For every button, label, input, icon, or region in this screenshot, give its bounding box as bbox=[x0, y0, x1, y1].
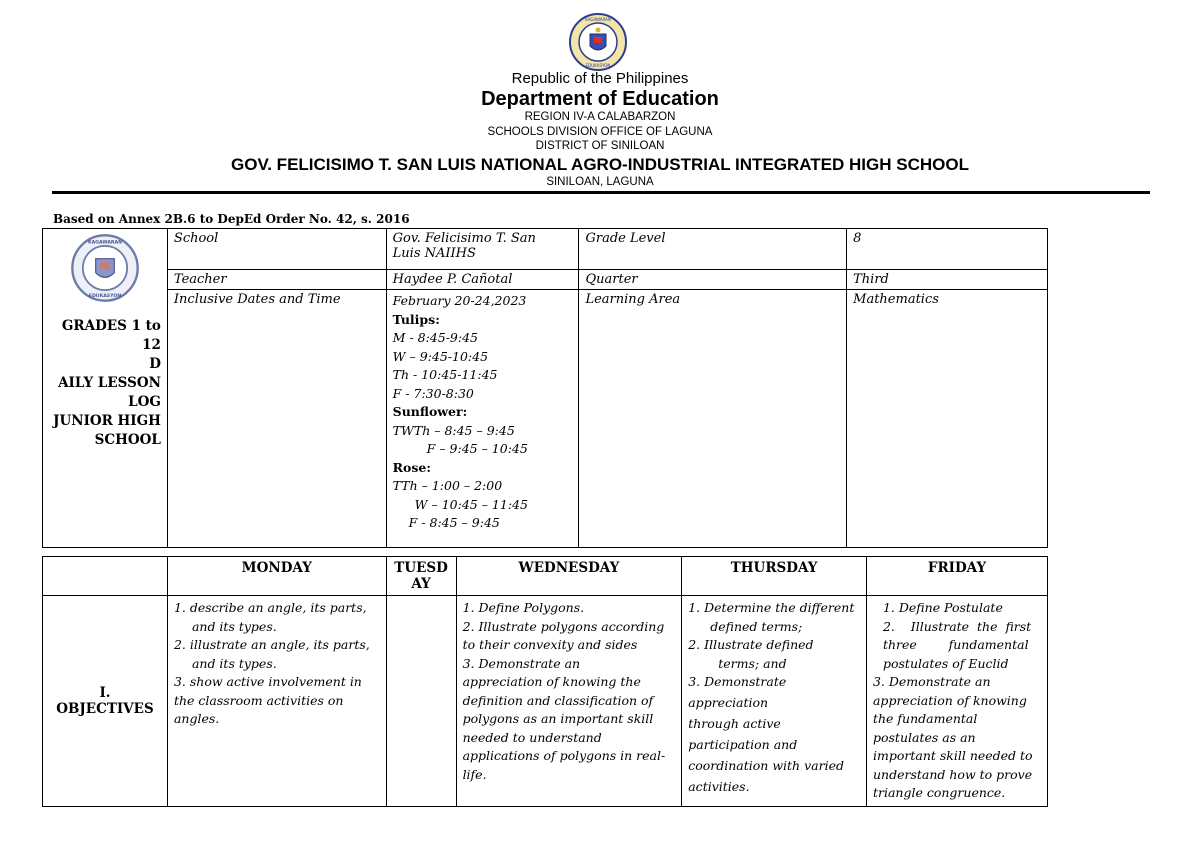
side-title-line: 12 bbox=[142, 337, 161, 353]
header-divider bbox=[52, 191, 1150, 194]
objective-line: to their convexity and sides bbox=[462, 637, 638, 652]
sunflower-time: TWTh – 8:45 – 9:45 bbox=[392, 422, 515, 438]
objective-line: postulates as an bbox=[872, 729, 976, 745]
school-value-line: Luis NAIIHS bbox=[392, 246, 476, 261]
monday-objectives bbox=[167, 596, 386, 807]
grade-title-cell bbox=[43, 229, 168, 548]
tulips-label: Tulips: bbox=[392, 311, 440, 327]
day-header-monday: MONDAY bbox=[167, 557, 386, 596]
objective-line: terms; and bbox=[718, 655, 787, 671]
objective-line: coordination with varied bbox=[688, 757, 844, 773]
learning-area-value: Mathematics bbox=[847, 290, 1048, 548]
rose-label: Rose: bbox=[392, 459, 432, 475]
teacher-value: Haydee P. Cañotal bbox=[386, 270, 579, 290]
objective-line: 2. Illustrate polygons according bbox=[462, 618, 665, 634]
tuesday-objectives bbox=[386, 596, 456, 807]
objective-line: appreciation bbox=[688, 694, 769, 710]
school-value bbox=[386, 229, 579, 270]
objective-line: important skill needed to bbox=[872, 748, 1033, 763]
annex-note: Based on Annex 2B.6 to DepEd Order No. 42, s. 2016 bbox=[53, 212, 410, 226]
dates-time-cell bbox=[386, 290, 579, 548]
objective-line: defined terms; bbox=[710, 618, 803, 634]
rose-time: F - 8:45 – 9:45 bbox=[408, 515, 500, 530]
objective-line: triangle congruence. bbox=[872, 785, 1006, 800]
school-value-line: Gov. Felicisimo T. San bbox=[392, 231, 536, 246]
objective-line: 2. Illustrate the first bbox=[882, 618, 1032, 634]
objective-line: polygons as an important skill bbox=[462, 711, 654, 726]
objective-line: 3. Demonstrate an bbox=[462, 655, 581, 671]
side-title-line: LOG bbox=[128, 394, 161, 410]
objective-line: through active bbox=[688, 715, 781, 731]
tulips-time: Th - 10:45-11:45 bbox=[392, 367, 498, 382]
objective-line: applications of polygons in real- bbox=[462, 748, 666, 763]
objective-line: participation and bbox=[688, 736, 798, 752]
objective-line: 3. Demonstrate an bbox=[872, 674, 991, 689]
header-location: SINILOAN, LAGUNA bbox=[546, 176, 654, 188]
header-region: REGION IV-A CALABARZON bbox=[524, 111, 676, 123]
svg-text:EDUKASYON: EDUKASYON bbox=[585, 63, 611, 68]
day-header-thursday: THURSDAY bbox=[682, 557, 867, 596]
objective-line: activities. bbox=[688, 778, 750, 794]
side-title-line: D bbox=[149, 356, 161, 372]
svg-text:KAGAWARAN: KAGAWARAN bbox=[585, 17, 611, 22]
objective-line: 3. Demonstrate bbox=[688, 674, 787, 689]
svg-text:KAGAWARAN: KAGAWARAN bbox=[87, 240, 122, 246]
header-division: SCHOOLS DIVISION OFFICE OF LAGUNA bbox=[487, 126, 713, 138]
day-header-friday: FRIDAY bbox=[866, 557, 1047, 596]
objective-line: 1. Determine the different bbox=[688, 600, 855, 615]
objectives-label: I. OBJECTIVES bbox=[43, 596, 168, 807]
header-department: Department of Education bbox=[481, 88, 719, 110]
grade-level-label: Grade Level bbox=[579, 229, 847, 270]
header-school-name: GOV. FELICISIMO T. SAN LUIS NATIONAL AGRO-INDUSTRIAL INTEGRATED HIGH SCHOOL bbox=[231, 155, 969, 174]
weekly-plan-table bbox=[42, 556, 1048, 807]
objective-line: angles. bbox=[173, 711, 220, 726]
objective-line: life. bbox=[462, 766, 487, 782]
side-title-line: SCHOOL bbox=[94, 432, 161, 448]
objective-line: postulates of Euclid bbox=[882, 655, 1009, 671]
objective-line: 3. show active involvement in bbox=[173, 674, 362, 689]
rose-time: TTh – 1:00 – 2:00 bbox=[392, 478, 503, 493]
side-title-line: GRADES 1 to bbox=[61, 318, 161, 334]
objective-line: 1. Define Postulate bbox=[882, 600, 1003, 615]
quarter-value: Third bbox=[847, 270, 1048, 290]
blank-header-cell bbox=[43, 557, 168, 596]
grade-level-value: 8 bbox=[847, 229, 1048, 270]
school-label: School bbox=[167, 229, 386, 270]
objective-line: 1. describe an angle, its parts, bbox=[173, 600, 367, 615]
dates-value: February 20-24,2023 bbox=[392, 293, 527, 308]
sunflower-label: Sunflower: bbox=[392, 404, 468, 419]
objective-line: and its types. bbox=[191, 618, 277, 634]
header-republic: Republic of the Philippines bbox=[511, 70, 689, 87]
side-title-line: AILY LESSON bbox=[58, 375, 161, 391]
tulips-time: W – 9:45-10:45 bbox=[392, 348, 489, 364]
day-header-wednesday: WEDNESDAY bbox=[456, 557, 682, 596]
objective-line: the classroom activities on bbox=[173, 692, 344, 708]
friday-objectives bbox=[866, 596, 1047, 807]
objective-line: definition and classification of bbox=[462, 692, 654, 708]
sunflower-time: F – 9:45 – 10:45 bbox=[426, 441, 528, 456]
tulips-time: M - 8:45-9:45 bbox=[392, 330, 479, 345]
objective-line: three fundamental bbox=[882, 637, 1029, 652]
objective-line: the fundamental bbox=[872, 711, 978, 726]
day-header-line: TUESD bbox=[394, 560, 448, 576]
objective-line: 2. illustrate an angle, its parts, bbox=[173, 637, 370, 652]
svg-text:EDUKASYON: EDUKASYON bbox=[88, 294, 122, 300]
objective-line: 2. Illustrate defined bbox=[688, 637, 814, 652]
objective-line: understand how to prove bbox=[872, 766, 1033, 782]
side-title-line: JUNIOR HIGH bbox=[53, 413, 161, 429]
objective-line: and its types. bbox=[191, 655, 277, 671]
deped-seal-icon bbox=[70, 233, 140, 303]
tulips-time: F - 7:30-8:30 bbox=[392, 385, 474, 401]
objective-line: appreciation of knowing the bbox=[462, 674, 641, 689]
thursday-objectives bbox=[682, 596, 867, 807]
rose-time: W – 10:45 – 11:45 bbox=[414, 496, 528, 512]
day-header-tuesday bbox=[386, 557, 456, 596]
deped-seal-icon bbox=[568, 12, 628, 72]
objective-line: 1. Define Polygons. bbox=[462, 600, 585, 615]
objective-line: appreciation of knowing bbox=[872, 692, 1027, 708]
learning-area-label: Learning Area bbox=[579, 290, 847, 548]
quarter-label: Quarter bbox=[579, 270, 847, 290]
lesson-info-table bbox=[42, 228, 1048, 548]
wednesday-objectives bbox=[456, 596, 682, 807]
header-district: DISTRICT OF SINILOAN bbox=[535, 140, 665, 152]
teacher-label: Teacher bbox=[167, 270, 386, 290]
day-header-line: AY bbox=[411, 576, 431, 592]
objective-line: needed to understand bbox=[462, 729, 602, 745]
dates-label: Inclusive Dates and Time bbox=[167, 290, 386, 548]
